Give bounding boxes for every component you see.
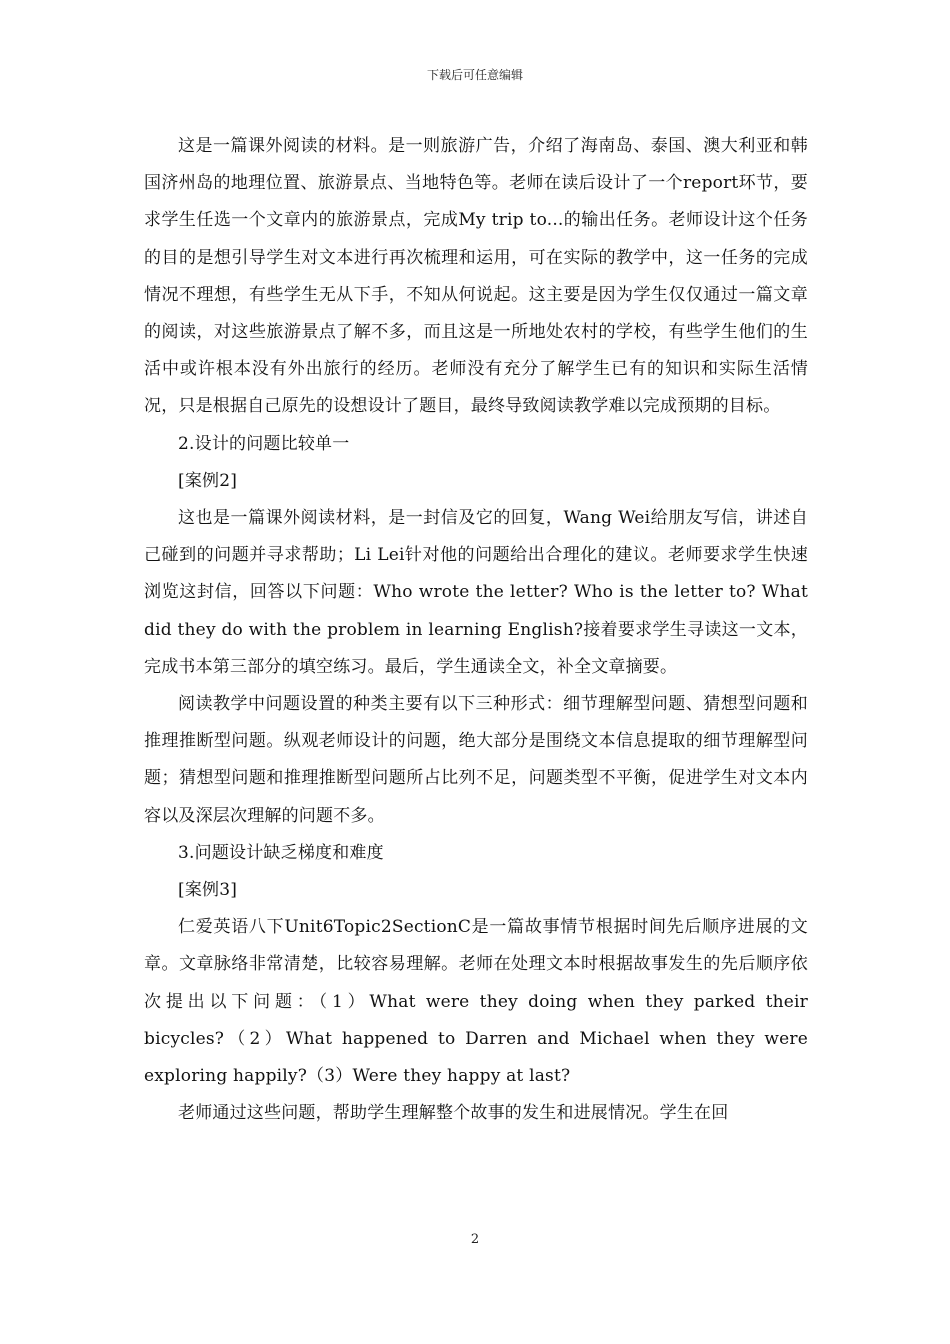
- section-heading-3: 3.问题设计缺乏梯度和难度: [178, 842, 384, 863]
- paragraph-case1-analysis: 这是一篇课外阅读的材料。是一则旅游广告，介绍了海南岛、泰国、澳大利亚和韩国济州岛的地理位置、旅游景点、当地特色等。老师在读后设计了一个report环节，要求学生任选一个文章内的旅游景点，完成My trip to...的输出任务。老师设计这个任务的目的是想引导学生对文本进行再次梳理和运用，可在实际的教学中，这一任务的完成情况不理想，有些学生无从下手，不知从何说起。这主要是因为学生仅仅通过一篇文章的阅读，对这些旅游景点了解不多，而且这是一所地处农村的学校，有些学生他们的生活中或许根本没有外出旅行的经历。老师没有充分了解学生已有的知识和实际生活情况，只是根据自己原先的设想设计了题目，最终导致阅读教学难以完成预期的目标。: [144, 136, 808, 417]
- page-header: 下载后可任意编辑: [426, 68, 523, 82]
- section-heading-2: 2.设计的问题比较单一: [178, 433, 350, 454]
- paragraph-case2-description: 这也是一篇课外阅读材料，是一封信及它的回复，Wang Wei给朋友写信，讲述自己碰到的问题并寻求帮助；Li Lei针对他的问题给出合理化的建议。老师要求学生快速浏览这封信，回答以下问题：Who wrote the letter? Who is the letter to? What did they do with the problem in learning English?接着要求学生寻读这一文本，完成书本第三部分的填空练习。最后，学生通读全文，补全文章摘要。: [144, 508, 808, 677]
- paragraph-question-types: 阅读教学中问题设置的种类主要有以下三种形式：细节理解型问题、猜想型问题和推理推断型问题。纵观老师设计的问题，绝大部分是围绕文本信息提取的细节理解型问题；猜想型问题和推理推断型问题所占比列不足，问题类型不平衡，促进学生对文本内容以及深层次理解的问题不多。: [144, 694, 808, 826]
- document-body: [144, 128, 808, 1132]
- page-number: 2: [470, 1232, 480, 1247]
- paragraph-case3-description: 仁爱英语八下Unit6Topic2SectionC是一篇故事情节根据时间先后顺序进展的文章。文章脉络非常清楚，比较容易理解。老师在处理文本时根据故事发生的先后顺序依次提出以下问题：（1）What were they doing when they parked their bicycles?（2）What happened to Darren and Michael when they were exploring happily?（3）Were they happy at last?: [144, 917, 808, 1087]
- case-label-3: [案例3]: [178, 880, 238, 901]
- paragraph-case3-analysis: 老师通过这些问题，帮助学生理解整个故事的发生和进展情况。学生在回: [178, 1103, 729, 1124]
- case-label-2: [案例2]: [178, 470, 238, 491]
